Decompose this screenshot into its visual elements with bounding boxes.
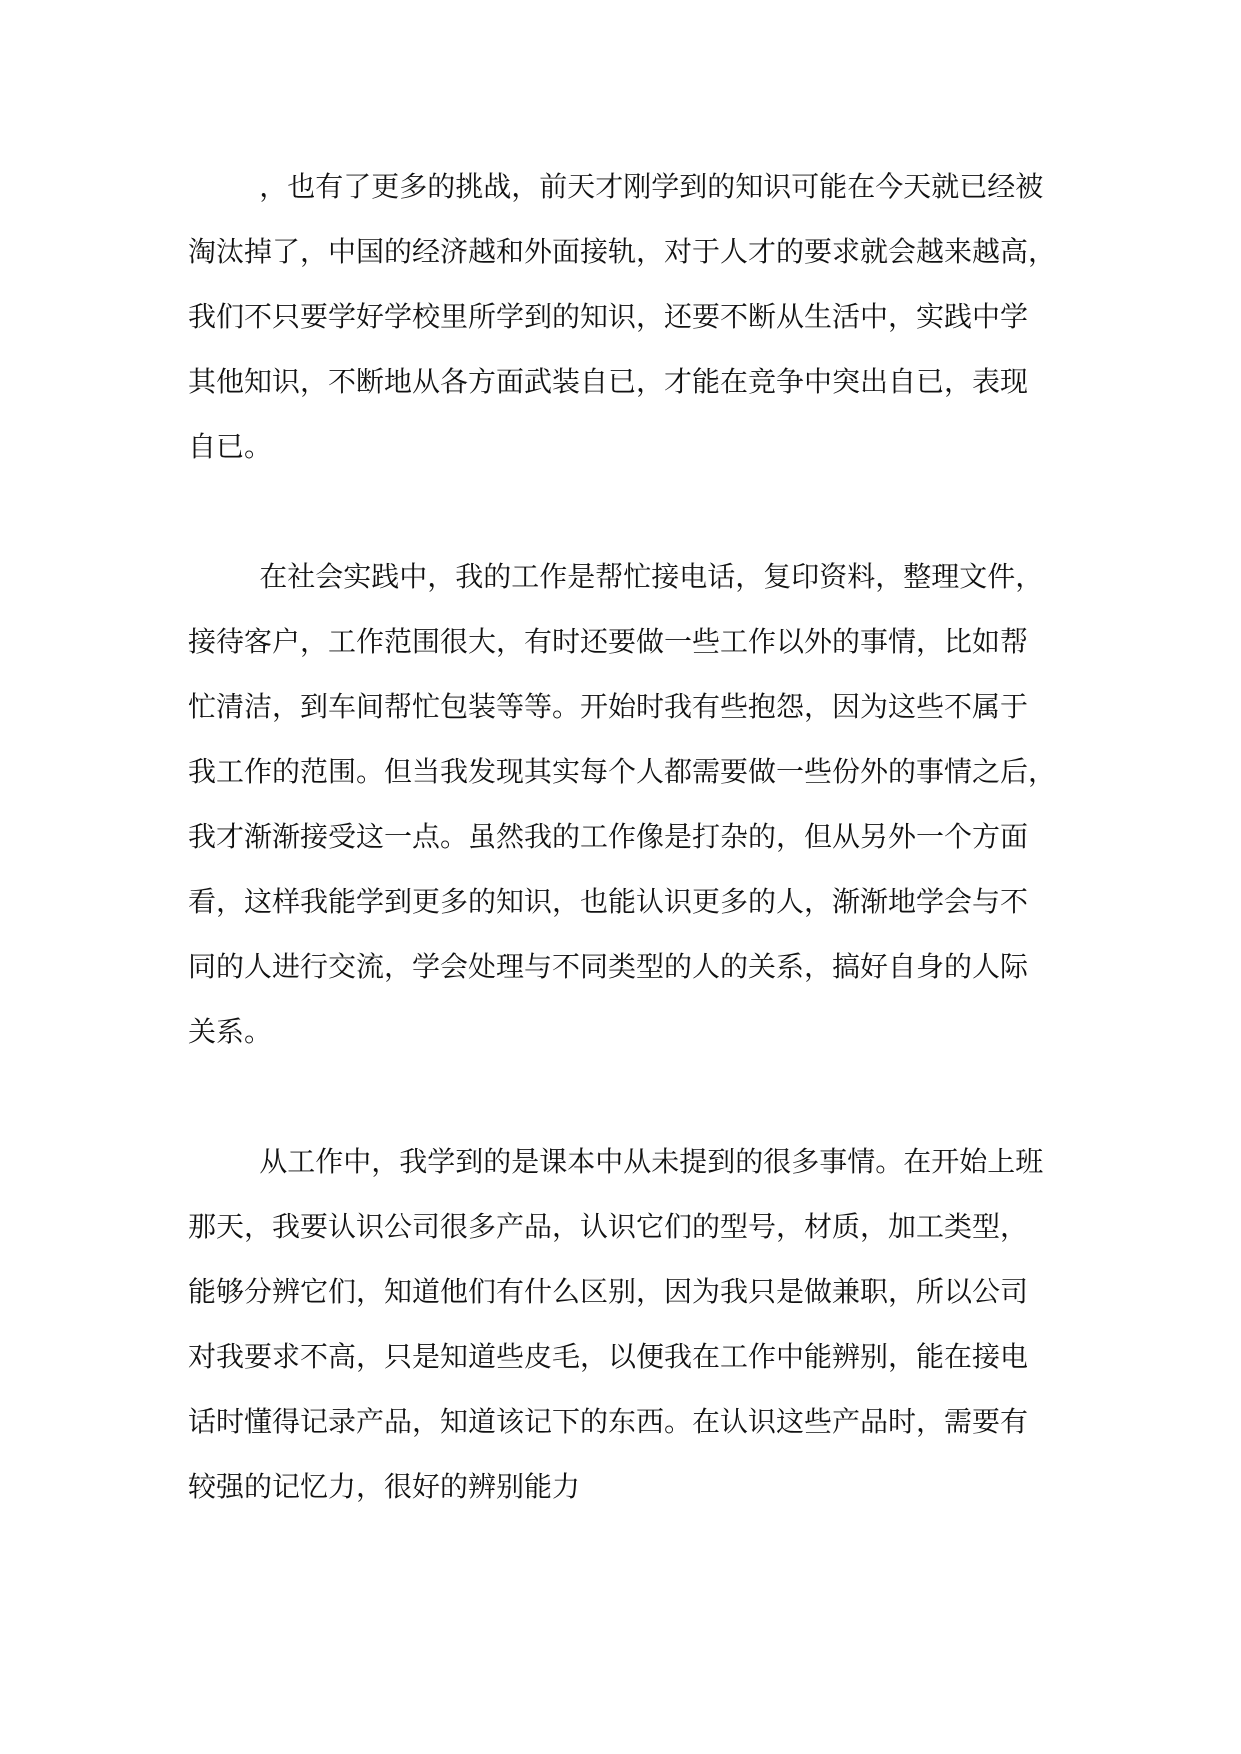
- text-line: 自已。: [188, 430, 273, 463]
- text-line: 能够分辨它们，知道他们有什么区别，因为我只是做兼职，所以公司: [188, 1275, 1029, 1308]
- paragraph-1: [188, 154, 1088, 479]
- text-line: 关系。: [188, 1015, 273, 1048]
- text-line: 我们不只要学好学校里所学到的知识，还要不断从生活中，实践中学: [188, 300, 1029, 333]
- paragraph-2: [188, 544, 1088, 1064]
- text-line: 淘汰掉了，中国的经济越和外面接轨，对于人才的要求就会越来越高，: [188, 235, 1057, 268]
- paragraph-3: [188, 1129, 1088, 1519]
- text-line: 其他知识，不断地从各方面武装自已，才能在竞争中突出自已，表现: [188, 365, 1029, 398]
- text-line: 话时懂得记录产品，知道该记下的东西。在认识这些产品时，需要有: [188, 1405, 1029, 1438]
- text-line: 我工作的范围。但当我发现其实每个人都需要做一些份外的事情之后，: [188, 755, 1057, 788]
- text-line: 同的人进行交流，学会处理与不同类型的人的关系，搞好自身的人际: [188, 950, 1029, 983]
- text-line: 我才渐渐接受这一点。虽然我的工作像是打杂的，但从另外一个方面: [188, 820, 1029, 853]
- text-line: 较强的记忆力，很好的辨别能力: [188, 1470, 581, 1503]
- text-line: 从工作中，我学到的是课本中从未提到的很多事情。在开始上班: [188, 1145, 1044, 1178]
- text-line: 看，这样我能学到更多的知识，也能认识更多的人，渐渐地学会与不: [188, 885, 1029, 918]
- document-body: [188, 154, 1088, 1519]
- text-line: 在社会实践中，我的工作是帮忙接电话，复印资料，整理文件，: [188, 560, 1044, 593]
- text-line: 接待客户，工作范围很大，有时还要做一些工作以外的事情，比如帮: [188, 625, 1029, 658]
- text-line: ，也有了更多的挑战，前天才刚学到的知识可能在今天就已经被: [188, 170, 1044, 203]
- text-line: 那天，我要认识公司很多产品，认识它们的型号，材质，加工类型，: [188, 1210, 1029, 1243]
- text-line: 忙清洁，到车间帮忙包装等等。开始时我有些抱怨，因为这些不属于: [188, 690, 1029, 723]
- text-line: 对我要求不高，只是知道些皮毛，以便我在工作中能辨别，能在接电: [188, 1340, 1029, 1373]
